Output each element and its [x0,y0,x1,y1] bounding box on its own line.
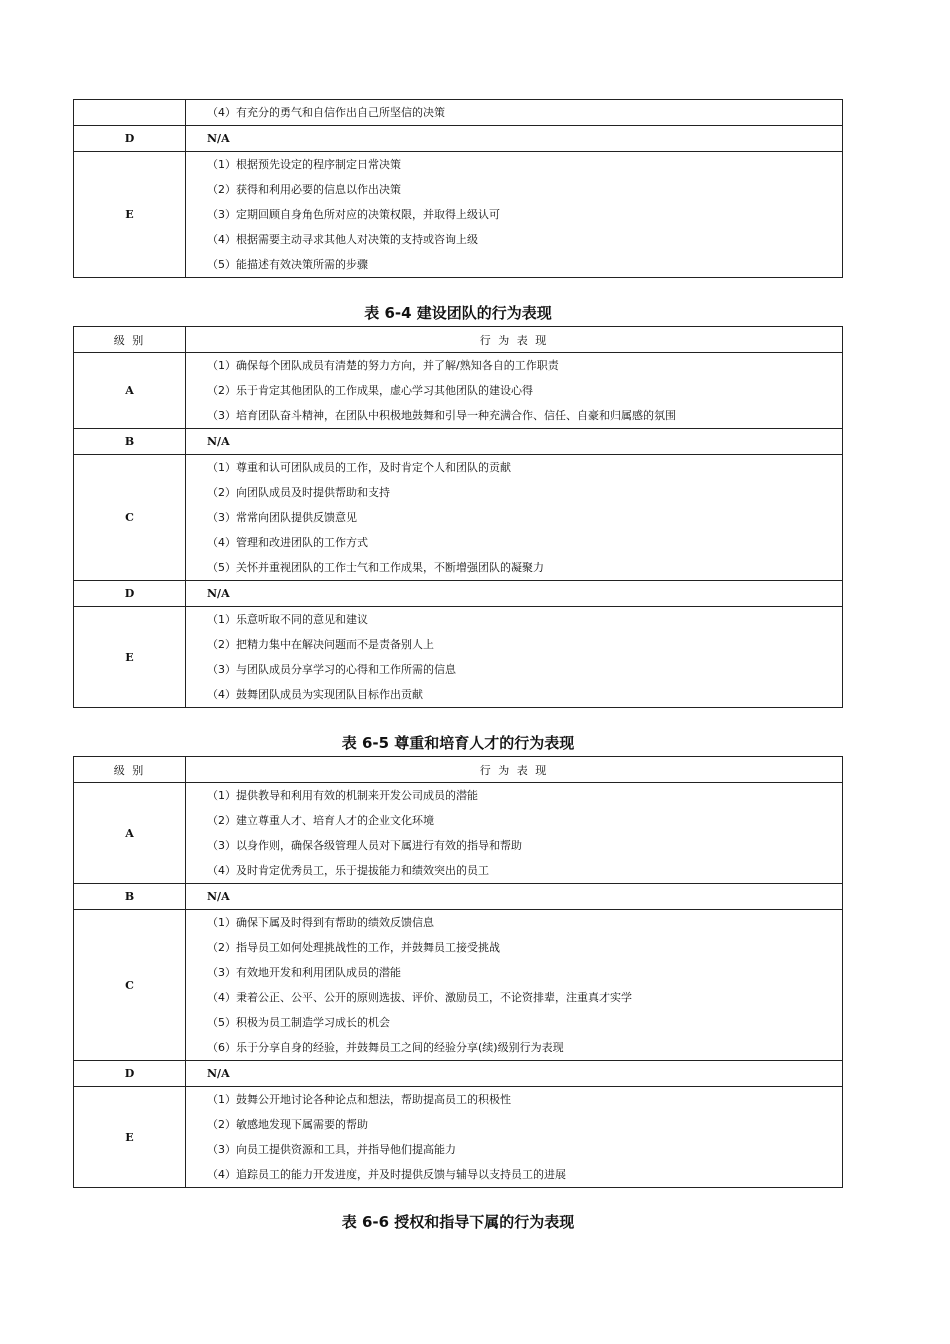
behavior-cell [186,455,843,581]
list-item: （5）积极为员工制造学习成长的机会 [207,1016,390,1029]
list-item: （2）建立尊重人才、培育人才的企业文化环境 [207,814,434,827]
table-header-row [74,757,843,783]
table-row [74,429,843,455]
table-6-6-caption: 表 6-6 授权和指导下属的行为表现 [341,1213,575,1231]
level-cell: E [74,1087,186,1188]
level-cell: D [74,581,186,607]
level-cell: E [74,607,186,708]
behavior-cell [186,783,843,884]
list-item: （1）根据预先设定的程序制定日常决策 [207,158,401,171]
table-row [74,884,843,910]
table-row [74,126,843,152]
table-6-5 [73,756,843,1188]
list-item: （4）鼓舞团队成员为实现团队目标作出贡献 [207,688,423,701]
level-cell [74,100,186,126]
level-cell: A [74,353,186,429]
list-item: （1）尊重和认可团队成员的工作，及时肯定个人和团队的贡献 [207,461,511,474]
na-cell: N/A [186,884,843,910]
behavior-cell [186,1087,843,1188]
list-item: （4）秉着公正、公平、公开的原则选拔、评价、激励员工，不论资排辈，注重真才实学 [207,991,632,1004]
table-6-4-caption: 表 6-4 建设团队的行为表现 [364,304,552,322]
level-column-header: 级 别 [74,757,186,783]
table-row [74,353,843,429]
table-row [74,1087,843,1188]
level-cell: D [74,126,186,152]
list-item: （6）乐于分享自身的经验，并鼓舞员工之间的经验分享(续)级别行为表现 [207,1041,564,1054]
table-6-4 [73,326,843,708]
table-row [74,1061,843,1087]
top-continued-table [73,99,843,278]
level-cell: D [74,1061,186,1087]
level-cell: E [74,152,186,278]
table-row [74,910,843,1061]
list-item: （2）获得和利用必要的信息以作出决策 [207,183,401,196]
behavior-cell [186,152,843,278]
list-item: （3）以身作则，确保各级管理人员对下属进行有效的指导和帮助 [207,839,522,852]
list-item: （1）鼓舞公开地讨论各种论点和想法，帮助提高员工的积极性 [207,1093,511,1106]
list-item: （2）乐于肯定其他团队的工作成果，虚心学习其他团队的建设心得 [207,384,533,397]
na-cell: N/A [186,429,843,455]
list-item: （4）根据需要主动寻求其他人对决策的支持或咨询上级 [207,233,478,246]
behavior-cell [186,100,843,126]
table-row [74,100,843,126]
level-cell: A [74,783,186,884]
list-item: （4）追踪员工的能力开发进度，并及时提供反馈与辅导以支持员工的进展 [207,1168,566,1181]
list-item: （2）指导员工如何处理挑战性的工作，并鼓舞员工接受挑战 [207,941,500,954]
table-row [74,581,843,607]
list-item: （2）向团队成员及时提供帮助和支持 [207,486,390,499]
list-item: （1）提供教导和利用有效的机制来开发公司成员的潜能 [207,789,478,802]
list-item: （1）确保下属及时得到有帮助的绩效反馈信息 [207,916,434,929]
na-cell: N/A [186,581,843,607]
table-row [74,607,843,708]
table-row [74,152,843,278]
na-cell: N/A [186,126,843,152]
list-item: （1）乐意听取不同的意见和建议 [207,613,368,626]
behavior-cell [186,607,843,708]
list-item: （3）与团队成员分享学习的心得和工作所需的信息 [207,663,456,676]
list-item: （3）有效地开发和利用团队成员的潜能 [207,966,401,979]
behavior-column-header: 行 为 表 现 [186,327,843,353]
list-item: （3）常常向团队提供反馈意见 [207,511,357,524]
list-item: （3）定期回顾自身角色所对应的决策权限，并取得上级认可 [207,208,500,221]
list-item: （4）管理和改进团队的工作方式 [207,536,368,549]
behavior-cell [186,910,843,1061]
behavior-cell [186,353,843,429]
table-header-row [74,327,843,353]
level-column-header: 级 别 [74,327,186,353]
list-item: （4）有充分的勇气和自信作出自己所坚信的决策 [207,106,445,119]
list-item: （2）敏感地发现下属需要的帮助 [207,1118,368,1131]
list-item: （4）及时肯定优秀员工，乐于提拔能力和绩效突出的员工 [207,864,489,877]
table-6-5-caption: 表 6-5 尊重和培育人才的行为表现 [341,734,575,752]
list-item: （5）能描述有效决策所需的步骤 [207,258,368,271]
behavior-column-header: 行 为 表 现 [186,757,843,783]
level-cell: B [74,429,186,455]
level-cell: C [74,455,186,581]
level-cell: C [74,910,186,1061]
list-item: （2）把精力集中在解决问题而不是责备别人上 [207,638,434,651]
table-row [74,783,843,884]
list-item: （3）培育团队奋斗精神，在团队中积极地鼓舞和引导一种充满合作、信任、自豪和归属感的氛围 [207,409,676,422]
na-cell: N/A [186,1061,843,1087]
list-item: （1）确保每个团队成员有清楚的努力方向，并了解/熟知各自的工作职责 [207,359,559,372]
list-item: （5）关怀并重视团队的工作士气和工作成果，不断增强团队的凝聚力 [207,561,544,574]
level-cell: B [74,884,186,910]
list-item: （3）向员工提供资源和工具，并指导他们提高能力 [207,1143,456,1156]
table-row [74,455,843,581]
